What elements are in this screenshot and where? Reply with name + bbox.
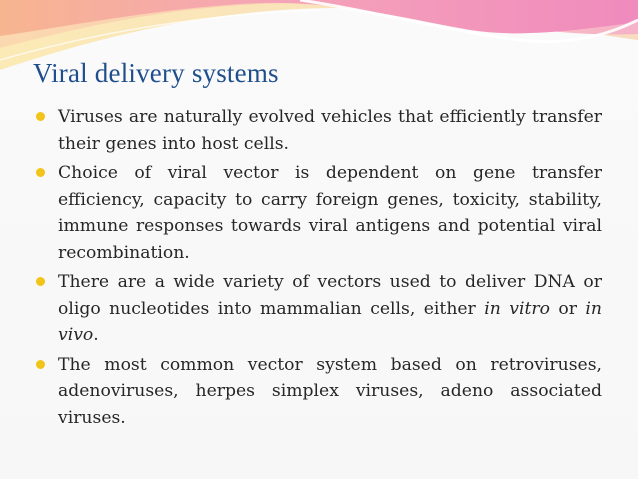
bullet-dot-icon: [36, 277, 45, 286]
slide-title: Viral delivery systems: [33, 58, 279, 88]
bullet-text: Viruses are naturally evolved vehicles that efficiently transfer their genes into host cells.: [58, 107, 602, 154]
bullet-text: Choice of viral vector is dependent on gene transfer efficiency, capacity to carry foreign genes, toxicity, stability, immune responses towards viral antigens and potential viral recombination.: [58, 163, 602, 263]
bullet-item: [34, 160, 602, 266]
bullet-list: [34, 104, 602, 434]
bullet-item: [34, 104, 602, 157]
bullet-item: [34, 352, 602, 432]
bullet-text: The most common vector system based on retroviruses, adenoviruses, herpes simplex viruses, adeno associated viruses.: [58, 354, 602, 428]
bullet-dot-icon: [36, 168, 45, 177]
italic-term: in vitro: [484, 298, 550, 319]
bullet-dot-icon: [36, 112, 45, 121]
italic-term: in vivo: [58, 298, 602, 345]
bullet-text: There are a wide variety of vectors used to deliver DNA or oligo nucleotides into mammalian cells, either in vitro or in vivo.: [58, 272, 602, 345]
bullet-item: [34, 269, 602, 349]
bullet-dot-icon: [36, 360, 45, 369]
